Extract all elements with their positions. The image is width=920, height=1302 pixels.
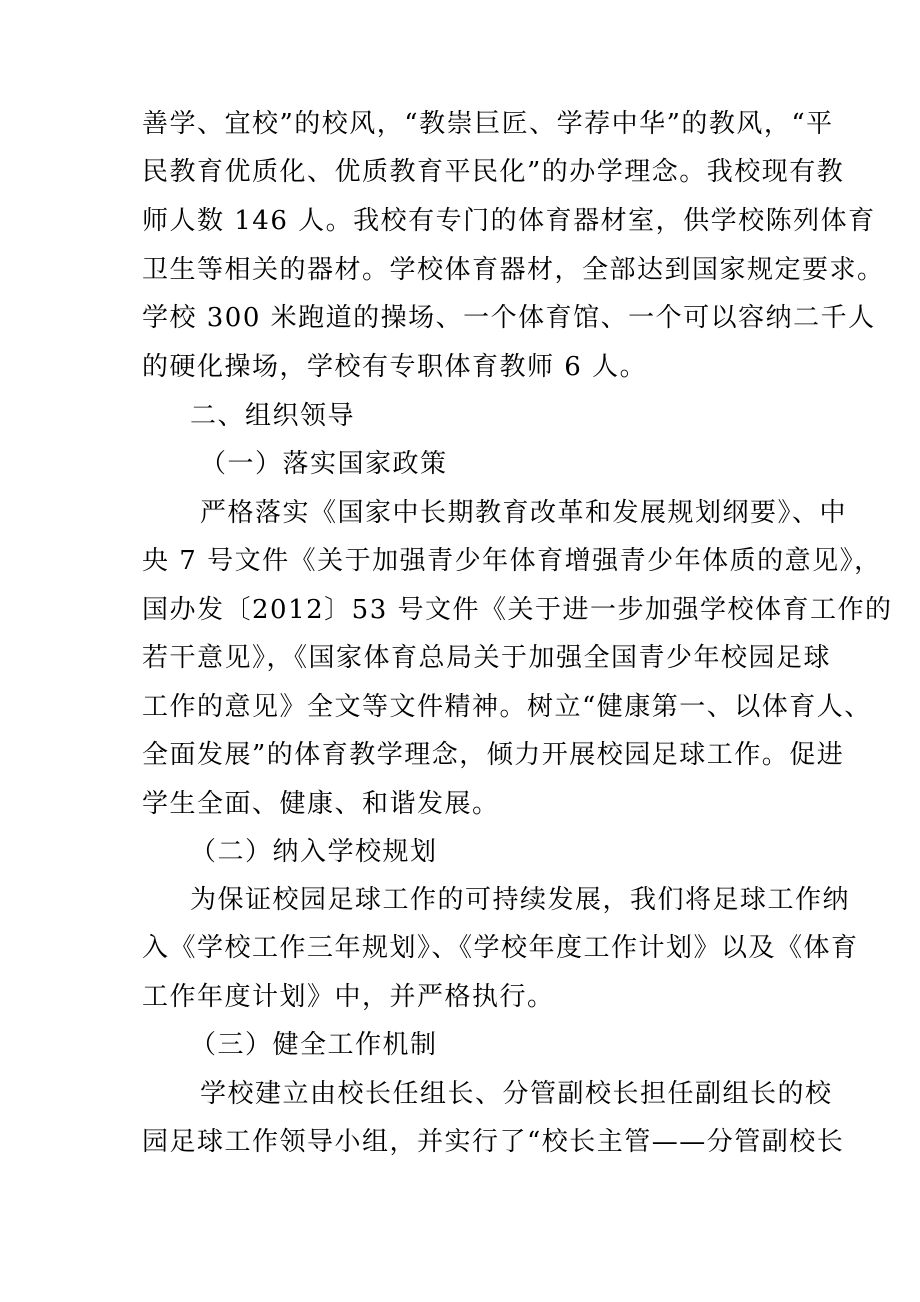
subsection-heading: （一）落实国家政策	[200, 449, 448, 479]
paragraph-line: 园足球工作领导小组，并实行了“校长主管——分管副校长	[142, 1127, 845, 1157]
section-heading: 二、组织领导	[190, 401, 356, 431]
paragraph-line: 入《学校工作三年规划》、《学校年度工作计划》以及《体育	[142, 933, 859, 963]
subsection-heading: （二）纳入学校规划	[190, 837, 438, 867]
paragraph-line: 善学、宜校”的校风，“教崇巨匠、学荐中华”的教风，“平	[142, 109, 834, 139]
paragraph-line: 工作的意见》全文等文件精神。树立“健康第一、以体育人、	[142, 692, 872, 722]
paragraph-line: 学校 300 米跑道的操场、一个体育馆、一个可以容纳二千人	[142, 303, 876, 333]
paragraph-line: 民教育优质化、优质教育平民化”的办学理念。我校现有教	[142, 157, 845, 187]
subsection-heading: （三）健全工作机制	[190, 1030, 438, 1060]
paragraph-line: 卫生等相关的器材。学校体育器材，全部达到国家规定要求。	[142, 255, 885, 285]
paragraph-line: 学校建立由校长任组长、分管副校长担任副组长的校	[200, 1079, 833, 1109]
paragraph-line: 师人数 146 人。我校有专门的体育器材室，供学校陈列体育	[142, 206, 876, 236]
paragraph-line: 工作年度计划》中，并严格执行。	[142, 982, 555, 1012]
paragraph-line: 国办发〔2012〕53 号文件《关于进一步加强学校体育工作的	[142, 595, 893, 625]
paragraph-line: 为保证校园足球工作的可持续发展，我们将足球工作纳	[190, 885, 851, 915]
paragraph-line: 若干意见》，《国家体育总局关于加强全国青少年校园足球	[142, 643, 832, 673]
paragraph-line: 央 7 号文件《关于加强青少年体育增强青少年体质的意见》，	[142, 546, 882, 576]
paragraph-line: 严格落实《国家中长期教育改革和发展规划纲要》、中	[200, 498, 848, 528]
paragraph-line: 的硬化操场，学校有专职体育教师 6 人。	[142, 352, 648, 382]
paragraph-line: 全面发展”的体育教学理念，倾力开展校园足球工作。促进	[142, 740, 845, 770]
paragraph-line: 学生全面、健康、和谐发展。	[142, 789, 500, 819]
